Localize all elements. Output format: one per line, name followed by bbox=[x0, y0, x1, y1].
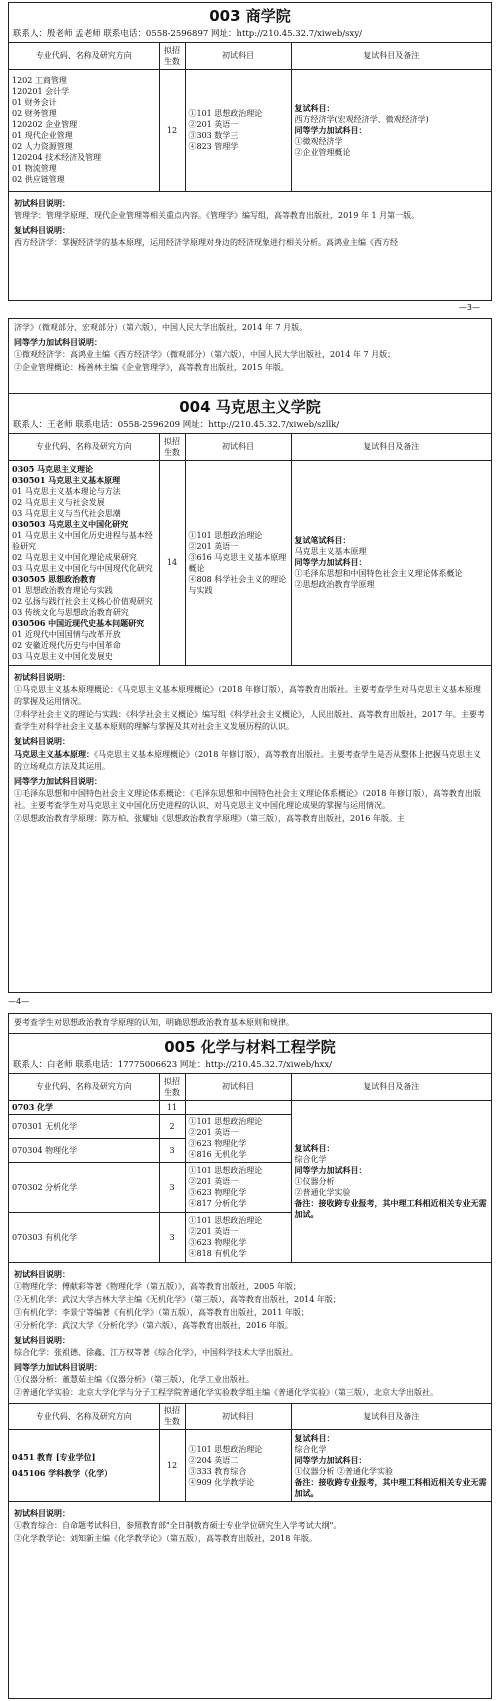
notes-heading: 初试科目说明： bbox=[14, 1508, 70, 1518]
exam-list bbox=[185, 1162, 291, 1212]
program-list bbox=[9, 460, 159, 665]
list-item: ③303 数学三 bbox=[188, 131, 239, 140]
list-item: ②201 英语一 bbox=[188, 1177, 239, 1186]
table-row bbox=[9, 1100, 491, 1114]
note-body: 《马克思主义基本原理概论》（2018 年修订版），高等教育出版社。主要考查学生是否从整体上把握马克思主义的立场观点方法及其运用。 bbox=[14, 749, 481, 771]
list-item: 01 现代企业管理 bbox=[12, 131, 73, 140]
program-name: 0703 化学 bbox=[9, 1100, 159, 1114]
contact-info: 联系人：殷老师 孟老师 联系电话：0558-2596897 网址：http://210.45.32.7/xiweb/sxy/ bbox=[9, 26, 491, 43]
list-item: ③616 马克思主义基本原理概论 bbox=[188, 552, 287, 573]
note-text: 管理学：管理学原理、现代企业管理等相关重点内容。《管理学》编写组，高等教育出版社，2019 年 1 月第一版。 bbox=[14, 210, 420, 220]
table-header-row bbox=[9, 1404, 491, 1430]
list-item: 030505 思想政治教育 bbox=[12, 573, 97, 584]
table-row bbox=[9, 69, 491, 191]
header-program: 专业代码、名称及研究方向 bbox=[9, 43, 159, 69]
program-table bbox=[9, 43, 491, 192]
exam-list bbox=[185, 460, 291, 665]
section-005 bbox=[8, 1033, 492, 1699]
list-item: 120202 企业管理 bbox=[12, 120, 78, 129]
contact-info: 联系人：王老师 联系电话：0558-2596209 网址：http://210.45.32.7/xiweb/szllk/ bbox=[9, 417, 491, 434]
list-item: ①仪器分析 ②普通化学实验 bbox=[294, 1466, 394, 1476]
list-item: ③623 物理化学 bbox=[188, 1188, 247, 1197]
list-item: ②普通化学实验 bbox=[294, 1187, 351, 1197]
exam-list bbox=[185, 69, 291, 191]
list-item: 120204 技术经济及管理 bbox=[12, 153, 102, 162]
header-retest: 复试科目及备注 bbox=[291, 43, 491, 69]
list-item: ①101 思想政治理论 bbox=[188, 1216, 263, 1225]
list-item: 030501 马克思主义基本原理 bbox=[12, 474, 121, 485]
list-item: ①仪器分析 bbox=[294, 1176, 335, 1186]
section-title: 004 马克思主义学院 bbox=[179, 398, 321, 416]
list-item: ②201 英语一 bbox=[188, 1227, 239, 1236]
note-text: ②普通化学实验：北京大学化学与分子工程学院普通化学实验教学组主编《普通化学实验》（第三版），北京大学出版社。 bbox=[14, 1387, 438, 1397]
section-003 bbox=[8, 2, 492, 301]
list-item: 0305 马克思主义理论 bbox=[12, 463, 94, 474]
list-item: ④816 无机化学 bbox=[188, 1150, 247, 1159]
list-item: ①101 思想政治理论 bbox=[188, 1117, 263, 1126]
notes-block bbox=[9, 1502, 491, 1549]
header-quota: 拟招生数 bbox=[159, 43, 185, 69]
section-title: 005 化学与材料工程学院 bbox=[164, 1038, 336, 1056]
notes-heading: 复试科目说明： bbox=[14, 735, 70, 746]
notes-block bbox=[9, 319, 491, 378]
list-item: 复试科目： bbox=[294, 1432, 335, 1443]
list-item: 02 财务管理 bbox=[12, 109, 57, 118]
list-item: ②企业管理概论 bbox=[294, 147, 351, 157]
table-header-row bbox=[9, 43, 491, 69]
list-item: 复试科目： bbox=[294, 102, 335, 113]
section-004 bbox=[8, 393, 492, 993]
notes-block bbox=[9, 1014, 491, 1033]
table-row bbox=[9, 460, 491, 665]
list-item: ③623 物理化学 bbox=[188, 1139, 247, 1148]
list-item: 1202 工商管理 bbox=[12, 76, 67, 85]
note-text: ②化学教学论：刘知新主编《化学教学论》（第五版），高等教育出版社，2018 年版。 bbox=[14, 1534, 317, 1543]
note-text: 西方经济学：掌握经济学的基本原理，运用经济学原理对身边的经济现象进行相关分析。高鸿业主编《西方经 bbox=[14, 237, 398, 247]
program-table bbox=[9, 1074, 491, 1263]
notes-block bbox=[9, 666, 491, 829]
quota-value: 14 bbox=[159, 460, 185, 665]
list-item: 02 人力资源管理 bbox=[12, 142, 73, 151]
list-item: ④817 分析化学 bbox=[188, 1199, 247, 1208]
list-item: 02 马克思主义与社会发展 bbox=[12, 497, 105, 507]
list-item: 复试笔试科目： bbox=[294, 535, 351, 545]
notes-block bbox=[9, 192, 491, 253]
list-item: 综合化学 bbox=[294, 1444, 327, 1454]
note-text: 济学》（微观部分、宏观部分）（第六版），中国人民大学出版社，2014 年 7 月版。 bbox=[14, 323, 308, 332]
list-item: 马克思主义基本原理 bbox=[294, 547, 367, 556]
list-item: ④808 科学社会主义的理论与实践 bbox=[188, 574, 287, 595]
list-item: ②思想政治教育学原理 bbox=[294, 580, 375, 589]
quota-value: 3 bbox=[159, 1212, 185, 1262]
section-004-continued bbox=[8, 1013, 492, 1033]
list-item: 03 马克思主义与当代社会思潮 bbox=[12, 508, 121, 518]
list-item: ④909 化学教学论 bbox=[188, 1477, 255, 1487]
note-text: ①物理化学：傅献彩等著《物理化学（第五版）》，高等教育出版社，2005 年版； bbox=[14, 1281, 301, 1291]
notes-heading: 同等学力加试科目说明： bbox=[14, 1361, 102, 1372]
note-text: ②思想政治教育学原理：陈万柏、张耀灿《思想政治教育学原理》（第三版），高等教育出版社，2016 年版。主 bbox=[14, 813, 405, 823]
header-exams: 初试科目 bbox=[185, 1074, 291, 1100]
list-item: ②201 英语一 bbox=[188, 541, 239, 551]
notes-heading: 同等学力加试科目说明： bbox=[14, 775, 102, 786]
header-program: 专业代码、名称及研究方向 bbox=[9, 1404, 159, 1430]
page-number: —3— bbox=[458, 303, 480, 312]
list-item: ①毛泽东思想和中国特色社会主义理论体系概论 bbox=[294, 569, 463, 578]
contact-info: 联系人：白老师 联系电话：17775006623 网址：http://210.45.32.7/xiweb/hxx/ bbox=[9, 1057, 491, 1074]
list-item: ②201 英语一 bbox=[188, 120, 239, 129]
list-item: 045106 学科教学（化学） bbox=[12, 1468, 113, 1478]
program-name: 070301 无机化学 bbox=[9, 1114, 159, 1138]
retest-note: 备注：接收跨专业报考，其中理工科相近相关专业无需加试。 bbox=[294, 1197, 487, 1219]
note-text: ②无机化学：武汉大学吉林大学主编《无机化学》（第三版），高等教育出版社，2014 年版； bbox=[14, 1294, 341, 1304]
note-text: ①马克思主义基本原理概论：《马克思主义基本原理概论》（2018 年修订版），高等教育出版社。主要考查学生对马克思主义基本原理的掌握及运用情况。 bbox=[14, 684, 481, 706]
note-text: ①毛泽东思想和中国特色社会主义理论体系概论：《毛泽东思想和中国特色社会主义理论体系概论》（2018 年修订版），高等教育出版社。主要考查学生对马克思主义中国化历史进程的认识、对马克思主义中国化理论成果的掌握与运用情况。 bbox=[14, 788, 481, 810]
list-item: 02 安徽近现代历史与中国革命 bbox=[12, 640, 121, 650]
section-title: 003 商学院 bbox=[209, 7, 291, 25]
list-item: 03 马克思主义中国化与中国现代化研究 bbox=[12, 563, 153, 573]
list-item: 复试科目： bbox=[294, 1142, 335, 1153]
quota-value: 3 bbox=[159, 1138, 185, 1162]
list-item: 03 马克思主义中国化发展史 bbox=[12, 651, 113, 661]
list-item: 西方经济学(宏观经济学、微观经济学) bbox=[294, 114, 429, 124]
header-exams: 初试科目 bbox=[185, 1404, 291, 1430]
note-text: ④分析化学：武汉大学《分析化学》（第六版），高等教育出版社，2016 年版。 bbox=[14, 1320, 293, 1330]
list-item: ①101 思想政治理论 bbox=[188, 1166, 263, 1175]
header-exams: 初试科目 bbox=[185, 434, 291, 460]
table-row bbox=[9, 1430, 491, 1502]
list-item: 02 供应链管理 bbox=[12, 175, 65, 184]
header-retest: 复试科目及备注 bbox=[291, 1074, 491, 1100]
retest-list bbox=[291, 460, 491, 665]
header-quota: 拟招生数 bbox=[159, 434, 185, 460]
header-program: 专业代码、名称及研究方向 bbox=[9, 1074, 159, 1100]
list-item: 02 弘扬与践行社会主义核心价值观研究 bbox=[12, 596, 153, 606]
list-item: ④823 管理学 bbox=[188, 142, 239, 151]
list-item: 01 马克思主义中国化历史进程与基本经验研究 bbox=[12, 530, 153, 551]
program-table bbox=[9, 434, 491, 666]
program-name: 070303 有机化学 bbox=[9, 1212, 159, 1262]
list-item: 030503 马克思主义中国化研究 bbox=[12, 518, 129, 529]
retest-list bbox=[291, 1100, 491, 1262]
program-list bbox=[9, 69, 159, 191]
header-quota: 拟招生数 bbox=[159, 1074, 185, 1100]
note-text: 综合化学：张祖德、徐鑫、江万权等著《综合化学》，中国科学技术大学出版社。 bbox=[14, 1347, 298, 1357]
notes-heading: 同等学力加试科目说明： bbox=[14, 337, 102, 347]
notes-heading: 初试科目说明： bbox=[14, 671, 70, 682]
list-item: 同等学力加试科目： bbox=[294, 1164, 367, 1175]
list-item: 0451 教育 [专业学位] bbox=[12, 1452, 96, 1462]
exam-list bbox=[185, 1212, 291, 1262]
note-text: ①微观经济学：高鸿业主编《西方经济学》（微观部分）（第六版），中国人民大学出版社，2014 年 7 月版； bbox=[14, 350, 396, 359]
quota-value: 12 bbox=[159, 1430, 185, 1502]
quota-value: 11 bbox=[159, 1100, 185, 1114]
notes-heading: 复试科目说明： bbox=[14, 224, 70, 235]
note-text: ①教育综合：自命题考试科目，参照教育部"全日制教育硕士专业学位研究生入学考试大纲"。 bbox=[14, 1521, 342, 1530]
list-item: 01 近现代中国国情与改革开放 bbox=[12, 629, 121, 639]
list-item: 030506 中国近现代史基本问题研究 bbox=[12, 617, 145, 628]
header-program: 专业代码、名称及研究方向 bbox=[9, 434, 159, 460]
retest-note: 备注：接收跨专业报考，其中理工科相近相关专业无需加试。 bbox=[294, 1476, 487, 1498]
note-text: ②企业管理概论：杨善林主编《企业管理学》，高等教育出版社，2015 年版。 bbox=[14, 363, 289, 372]
quota-value: 2 bbox=[159, 1114, 185, 1138]
list-item: ①101 思想政治理论 bbox=[188, 1444, 263, 1454]
exam-list bbox=[185, 1114, 291, 1162]
list-item: ①101 思想政治理论 bbox=[188, 530, 263, 540]
list-item: 01 物流管理 bbox=[12, 164, 57, 173]
list-item: 120201 会计学 bbox=[12, 87, 70, 96]
program-list bbox=[9, 1430, 159, 1502]
program-name: 070304 物理化学 bbox=[9, 1138, 159, 1162]
header-retest: 复试科目及备注 bbox=[291, 434, 491, 460]
note-subject: 马克思主义基本原理： bbox=[14, 748, 94, 759]
list-item: 同等学力加试科目： bbox=[294, 1454, 367, 1465]
header-exams: 初试科目 bbox=[185, 43, 291, 69]
list-item: 01 思想政治教育理论与实践 bbox=[12, 585, 113, 595]
note-text: 要考查学生对思想政治教育学原理的认知，明确思想政治教育基本原则和规律。 bbox=[14, 1018, 294, 1027]
section-003-continued bbox=[8, 318, 492, 393]
list-item: ①101 思想政治理论 bbox=[188, 109, 263, 118]
program-name: 070302 分析化学 bbox=[9, 1162, 159, 1212]
note-text: ①仪器分析：董慧茹主编《仪器分析》（第三版），化学工业出版社。 bbox=[14, 1374, 254, 1384]
notes-heading: 初试科目说明： bbox=[14, 1268, 70, 1279]
table-header-row bbox=[9, 1074, 491, 1100]
quota-value: 12 bbox=[159, 69, 185, 191]
list-item: 02 马克思主义中国化理论成果研究 bbox=[12, 552, 137, 562]
note-text: ②科学社会主义的理论与实践：《科学社会主义概论》编写组《科学社会主义概论》，人民出版社、高等教育出版社，2017 年。主要考查学生对科学社会主义基本原则的理解与掌握及其对社会主义发展历程的认识。 bbox=[14, 709, 485, 731]
list-item: ②204 英语二 bbox=[188, 1455, 239, 1465]
list-item: 03 传统文化与思想政治教育研究 bbox=[12, 607, 129, 617]
program-table-2 bbox=[9, 1404, 491, 1503]
header-retest: 复试科目及备注 bbox=[291, 1404, 491, 1430]
page-number: —4— bbox=[8, 997, 30, 1006]
list-item: ③333 教育综合 bbox=[188, 1466, 247, 1476]
list-item: ④818 有机化学 bbox=[188, 1249, 247, 1258]
list-item: 01 马克思主义基本理论与方法 bbox=[12, 486, 121, 496]
list-item: ②201 英语一 bbox=[188, 1128, 239, 1137]
header-quota: 拟招生数 bbox=[159, 1404, 185, 1430]
exam-list bbox=[185, 1430, 291, 1502]
retest-list bbox=[291, 69, 491, 191]
notes-heading: 初试科目说明： bbox=[14, 197, 70, 208]
table-header-row bbox=[9, 434, 491, 460]
list-item: ①微观经济学 bbox=[294, 136, 343, 146]
note-text: ③有机化学：李景宁等编著《有机化学》（第五版），高等教育出版社，2011 年版； bbox=[14, 1307, 309, 1317]
retest-list bbox=[291, 1430, 491, 1502]
list-item: 综合化学 bbox=[294, 1154, 327, 1164]
notes-heading: 复试科目说明： bbox=[14, 1334, 70, 1345]
list-item: 同等学力加试科目： bbox=[294, 557, 367, 567]
note-text bbox=[14, 748, 486, 773]
list-item: 同等学力加试科目： bbox=[294, 124, 367, 135]
list-item: ③623 物理化学 bbox=[188, 1238, 247, 1247]
list-item: 01 财务会计 bbox=[12, 98, 57, 107]
exam-cell-empty bbox=[185, 1100, 291, 1114]
notes-block bbox=[9, 1263, 491, 1404]
quota-value: 3 bbox=[159, 1162, 185, 1212]
